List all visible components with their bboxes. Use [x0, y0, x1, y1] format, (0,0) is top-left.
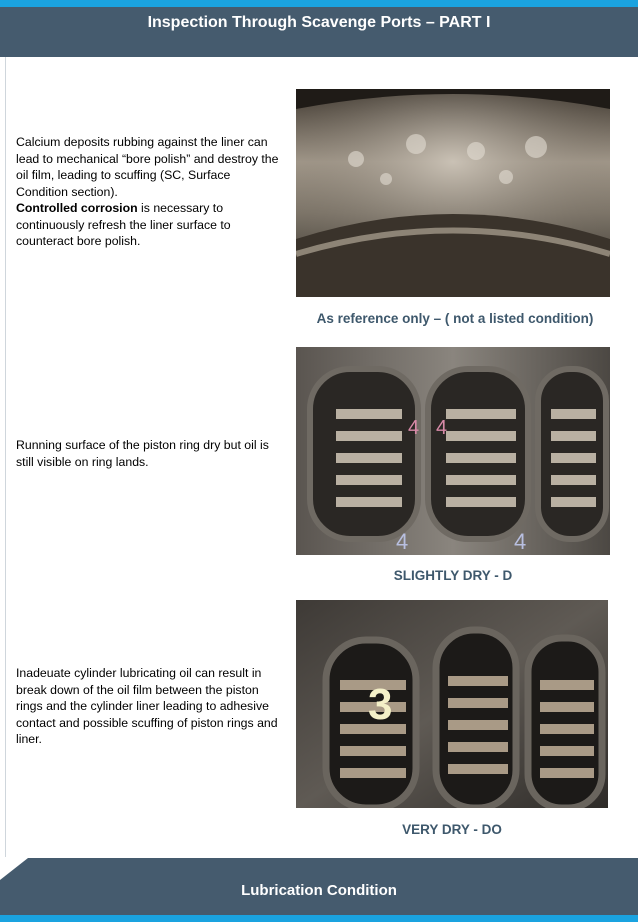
- mark-4a: 4: [408, 417, 420, 439]
- section-3-caption: VERY DRY - DO: [402, 822, 502, 837]
- section-2-text: Running surface of the piston ring dry but oil is still visible on ring lands.: [16, 438, 269, 469]
- section-2-caption: SLIGHTLY DRY - D: [393, 568, 513, 583]
- mark-4d: 4: [514, 529, 527, 554]
- top-accent-bar: [0, 0, 638, 7]
- mark-4b: 4: [436, 417, 448, 439]
- section-3-description: [16, 665, 284, 748]
- section-2-description: [16, 437, 284, 470]
- section-1-caption: As reference only – ( not a listed condition): [316, 311, 594, 326]
- footer-fold-corner: [0, 858, 28, 880]
- mark-4c: 4: [396, 529, 409, 554]
- very-dry-photo: [296, 600, 608, 808]
- section-1-text: Calcium deposits rubbing against the liner can lead to mechanical “bore polish” and destroy the oil film, leading to scuffing (SC, Surface Condition section).: [16, 135, 279, 199]
- bore-polish-photo: [296, 89, 610, 297]
- section-1-text-2: is necessary to continuously refresh the liner surface to counteract bore polish.: [16, 201, 231, 248]
- page-title: Inspection Through Scavenge Ports – PART I: [147, 14, 491, 31]
- footer-title: Lubrication Condition: [241, 882, 397, 899]
- section-3-text: Inadeuate cylinder lubricating oil can result in break down of the oil film between the piston rings and the cylinder liner leading to adhesive contact and possible scuffing of piston rings and liner.: [16, 666, 278, 746]
- section-1-bold-text: Controlled corrosion: [16, 201, 138, 215]
- slightly-dry-photo: [296, 347, 610, 555]
- bottom-accent-bar: [0, 915, 638, 922]
- left-divider: [5, 57, 6, 857]
- mark-3: 3: [368, 680, 393, 729]
- section-1-description: [16, 134, 284, 250]
